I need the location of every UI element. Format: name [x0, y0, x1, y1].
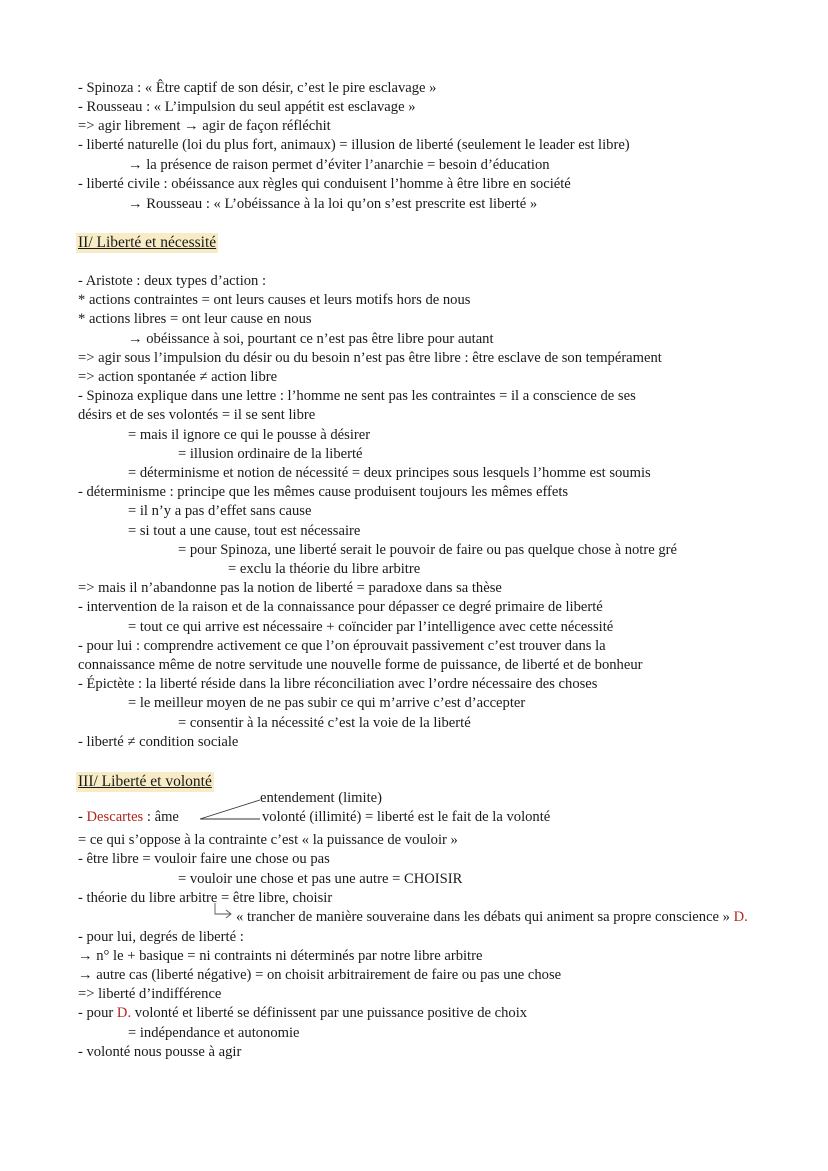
text-line: - pour lui, degrés de liberté : [78, 929, 244, 945]
text-line: = consentir à la nécessité c’est la voie de la liberté [178, 715, 471, 731]
text-line: * actions contraintes = ont leurs causes et leurs motifs hors de nous [78, 292, 471, 308]
text-line: - liberté naturelle (loi du plus fort, animaux) = illusion de liberté (seulement le leader est libre) [78, 137, 630, 153]
text-line: - théorie du libre arbitre = être libre, choisir [78, 890, 333, 906]
text-line: = vouloir une chose et pas une autre = CHOISIR [178, 871, 463, 887]
text-line: → autre cas (liberté négative) = on choisit arbitrairement de faire ou pas une chose [78, 967, 562, 983]
text-line: - déterminisme : principe que les mêmes cause produisent toujours les mêmes effets [78, 484, 569, 500]
text-line: - être libre = vouloir faire une chose ou pas [78, 851, 330, 867]
section-heading: III/ Liberté et volonté [78, 773, 212, 790]
text-line: → Rousseau : « L’obéissance à la loi qu’on s’est prescrite est liberté » [128, 196, 538, 212]
text-fragment: - pour [78, 1005, 117, 1021]
text-line: => agir librement → agir de façon réfléchit [78, 118, 331, 134]
text-line: connaissance même de notre servitude une nouvelle forme de puissance, de liberté et de bonheur [78, 657, 643, 673]
text-line: = tout ce qui arrive est nécessaire + coïncider par l’intelligence avec cette nécessité [128, 619, 614, 635]
text-line: = ce qui s’oppose à la contrainte c’est « la puissance de vouloir » [78, 832, 458, 848]
text-fragment: - [78, 809, 87, 825]
section-heading: II/ Liberté et nécessité [78, 234, 217, 251]
text-line: = pour Spinoza, une liberté serait le pouvoir de faire ou pas quelque chose à notre gré [178, 542, 677, 558]
text-line: - Spinoza explique dans une lettre : l’homme ne sent pas les contraintes = il a conscience de ses [78, 388, 636, 404]
descartes-line [78, 808, 179, 827]
text-line: → obéissance à soi, pourtant ce n’est pas être libre pour autant [128, 331, 494, 347]
text-line: = illusion ordinaire de la liberté [178, 446, 363, 462]
text-line: = le meilleur moyen de ne pas subir ce qui m’arrive c’est d’accepter [128, 695, 526, 711]
text-fragment: « trancher de manière souveraine dans les débats qui animent sa propre conscience » [236, 909, 730, 925]
trancher-line [236, 908, 748, 927]
volonte-label: volonté (illimité) = liberté est le fait de la volonté [262, 809, 551, 825]
text-line: * actions libres = ont leur cause en nous [78, 311, 312, 327]
text-line: → n° le + basique = ni contraints ni déterminés par notre libre arbitre [78, 948, 483, 964]
text-line: = exclu la théorie du libre arbitre [228, 561, 421, 577]
text-line: => liberté d’indifférence [78, 986, 222, 1002]
author-initial: D. [729, 909, 748, 925]
text-fragment: volonté et liberté se définissent par une puissance positive de choix [131, 1005, 528, 1021]
hook-arrow-icon [212, 902, 234, 920]
descartes-name: Descartes [86, 809, 144, 825]
text-line: → la présence de raison permet d’éviter l’anarchie = besoin d’éducation [128, 157, 550, 173]
branch-connector-icon [198, 796, 264, 822]
text-line: = si tout a une cause, tout est nécessaire [128, 523, 361, 539]
text-line: - intervention de la raison et de la connaissance pour dépasser ce degré primaire de liberté [78, 599, 603, 615]
text-line: => action spontanée ≠ action libre [78, 369, 278, 385]
text-line: => mais il n’abandonne pas la notion de liberté = paradoxe dans sa thèse [78, 580, 502, 596]
text-line: = indépendance et autonomie [128, 1025, 300, 1041]
author-initial: D. [116, 1005, 132, 1021]
text-line: - volonté nous pousse à agir [78, 1044, 242, 1060]
pour-line [78, 1004, 527, 1023]
text-line: désirs et de ses volontés = il se sent libre [78, 407, 316, 423]
text-line: - Rousseau : « L’impulsion du seul appétit est esclavage » [78, 99, 416, 115]
text-line: - Épictète : la liberté réside dans la libre réconciliation avec l’ordre nécessaire des choses [78, 676, 598, 692]
entendement-label: entendement (limite) [260, 790, 382, 806]
text-line: - pour lui : comprendre activement ce que l’on éprouvait passivement c’est trouver dans la [78, 638, 606, 654]
text-line: = déterminisme et notion de nécessité = deux principes sous lesquels l’homme est soumis [128, 465, 651, 481]
text-fragment: : âme [143, 809, 179, 825]
text-line: - liberté ≠ condition sociale [78, 734, 239, 750]
text-line: = mais il ignore ce qui le pousse à désirer [128, 427, 371, 443]
text-line: - Aristote : deux types d’action : [78, 273, 267, 289]
text-line: - Spinoza : « Être captif de son désir, c’est le pire esclavage » [78, 80, 437, 96]
text-line: - liberté civile : obéissance aux règles qui conduisent l’homme à être libre en société [78, 176, 571, 192]
text-line: = il n’y a pas d’effet sans cause [128, 503, 312, 519]
text-line: => agir sous l’impulsion du désir ou du besoin n’est pas être libre : être esclave de son tempérament [78, 350, 662, 366]
